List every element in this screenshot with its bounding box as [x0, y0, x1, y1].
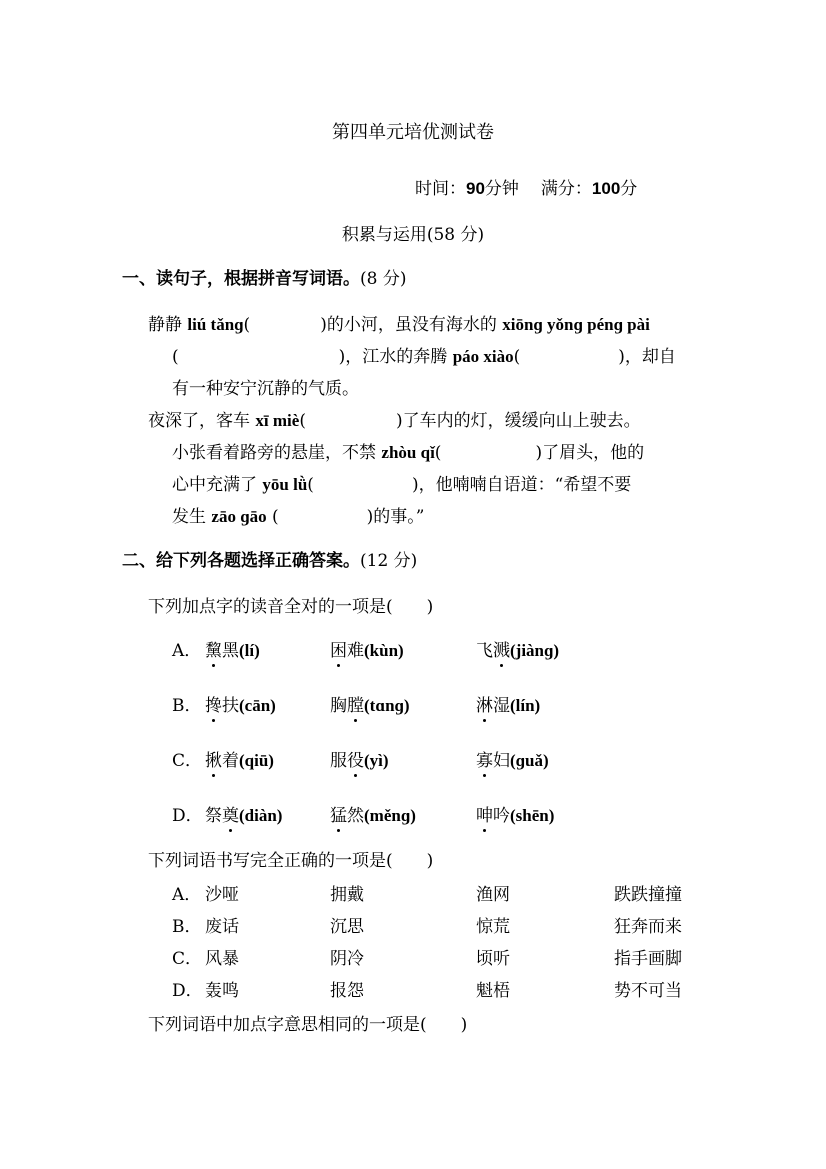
- option-label: C．: [172, 751, 203, 771]
- text-run: )的小河，虽没有海水的: [320, 315, 503, 335]
- pinyin: (ɡuǎ): [510, 751, 549, 770]
- dotted-char: 呻: [476, 801, 493, 826]
- dotted-char: 溅: [493, 636, 510, 661]
- option-word: 阴冷: [330, 949, 364, 969]
- pinyin: (měnɡ): [364, 806, 416, 825]
- char: 黑: [222, 641, 239, 661]
- score-value: 100: [591, 179, 621, 198]
- q2-s1-stem: 下列加点字的读音全对的一项是( ): [148, 597, 434, 617]
- pinyin: (cān): [239, 696, 276, 715]
- text-run: (: [243, 315, 251, 335]
- option-word: 沙哑: [205, 885, 239, 905]
- dotted-char: 猛: [330, 801, 347, 826]
- text-run: (: [513, 347, 521, 367]
- text-run: (: [299, 411, 306, 431]
- option-label: B．: [172, 917, 202, 937]
- q2-s2-stem: 下列词语书写完全正确的一项是( ): [148, 851, 434, 871]
- pinyin: (shēn): [510, 806, 555, 825]
- time-value: 90: [466, 179, 485, 198]
- q1-p2-line1: [148, 406, 641, 431]
- q1-p2-line4: [172, 502, 424, 527]
- text-run: 静静: [148, 315, 188, 335]
- option-item: [330, 691, 410, 716]
- char: 飞: [476, 641, 493, 661]
- option-word: 报怨: [330, 981, 364, 1001]
- char: 湿: [493, 696, 510, 716]
- char: 祭: [205, 806, 222, 826]
- option-item: [330, 801, 416, 826]
- option-word: 顷听: [476, 949, 510, 969]
- option-label: D．: [172, 981, 203, 1001]
- option-word: 惊荒: [476, 917, 510, 937]
- time-label: 时间：: [415, 179, 466, 199]
- option-word: 跌跌撞撞: [614, 885, 682, 905]
- option-label: D．: [172, 806, 203, 826]
- text-run: 心中充满了: [172, 475, 263, 495]
- option-label: A．: [172, 885, 202, 905]
- text-run: )，他喃喃自语道：“希望不要: [411, 475, 632, 495]
- option-item: [205, 691, 276, 716]
- option-word: 沉思: [330, 917, 364, 937]
- option-label: C．: [172, 949, 203, 969]
- option-item: [476, 691, 540, 716]
- option-item: [330, 746, 389, 771]
- q1-p2-line3: [172, 470, 631, 495]
- text-run: )，却自: [618, 347, 676, 367]
- char: 吟: [493, 806, 510, 826]
- q1-p1-line2: [172, 342, 676, 367]
- pinyin: (kùn): [364, 641, 404, 660]
- option-label: B．: [172, 696, 202, 716]
- pinyin: zāo ɡāo: [211, 507, 267, 526]
- dotted-char: 役: [347, 746, 364, 771]
- dotted-char: 困: [330, 636, 347, 661]
- text-run: )了车内的灯，缓缓向山上驶去。: [395, 411, 641, 431]
- dotted-char: 寡: [476, 746, 493, 771]
- q1-p2-line2: [172, 438, 644, 463]
- q1-p1-line1: [148, 310, 650, 335]
- option-item: [205, 746, 274, 771]
- q2-points: (12 分): [360, 551, 418, 571]
- option-word: 废话: [205, 917, 239, 937]
- text-run: (: [172, 347, 179, 367]
- option-item: [205, 636, 260, 661]
- time-score-info: [415, 174, 637, 199]
- char: 胸: [330, 696, 347, 716]
- char: 妇: [493, 751, 510, 771]
- option-word: 指手画脚: [614, 949, 682, 969]
- q2-heading-text: 二、给下列各题选择正确答案。: [122, 551, 360, 571]
- text-run: )了眉头，他的: [535, 443, 645, 463]
- pinyin: liú tǎnɡ: [187, 315, 244, 334]
- q2-heading: [122, 546, 417, 571]
- time-unit: 分钟: [484, 179, 519, 199]
- text-run: (: [307, 475, 314, 495]
- pinyin: xī miè: [255, 411, 300, 430]
- text-run: 小张看着路旁的悬崖，不禁: [172, 443, 382, 463]
- option-item: [476, 636, 559, 661]
- pinyin: (yì): [364, 751, 389, 770]
- text-run: (: [266, 507, 279, 527]
- dotted-char: 搀: [205, 691, 222, 716]
- pinyin: páo xiào: [452, 347, 514, 366]
- char: 难: [347, 641, 364, 661]
- char: 着: [222, 751, 239, 771]
- text-run: )的事。”: [366, 507, 425, 527]
- text-run: 发生: [172, 507, 212, 527]
- dotted-char: 膛: [347, 691, 364, 716]
- q1-heading: [122, 264, 406, 289]
- score-label: 满分：: [540, 179, 592, 199]
- char: 扶: [222, 696, 239, 716]
- q1-heading-text: 一、读句子，根据拼音写词语。: [122, 269, 360, 289]
- pinyin: (jiànɡ): [510, 641, 560, 660]
- option-word: 狂奔而来: [614, 917, 682, 937]
- dotted-char: 黧: [205, 636, 222, 661]
- dotted-char: 揪: [205, 746, 222, 771]
- q1-points: (8 分): [360, 269, 407, 289]
- dotted-char: 奠: [222, 801, 239, 826]
- option-word: 轰鸣: [205, 981, 239, 1001]
- pinyin: xiōnɡ yǒnɡ pénɡ pài: [502, 315, 650, 334]
- pinyin: zhòu qǐ: [381, 443, 435, 462]
- text-run: 夜深了，客车: [148, 411, 256, 431]
- dotted-char: 淋: [476, 691, 493, 716]
- pinyin: (tɑnɡ): [364, 696, 410, 715]
- score-unit: 分: [620, 179, 638, 199]
- pinyin: yōu lǜ: [262, 475, 308, 494]
- option-word: 风暴: [205, 949, 239, 969]
- char: 然: [347, 806, 364, 826]
- text-run: )，江水的奔腾: [338, 347, 453, 367]
- section-title: 积累与运用(58 分): [341, 225, 485, 245]
- page-title: 第四单元培优测试卷: [332, 122, 494, 143]
- option-word: 拥戴: [330, 885, 364, 905]
- pinyin: (lí): [239, 641, 260, 660]
- pinyin: (lín): [510, 696, 541, 715]
- q2-s3-stem: 下列词语中加点字意思相同的一项是( ): [148, 1015, 468, 1035]
- option-item: [476, 746, 549, 771]
- option-item: [330, 636, 404, 661]
- option-word: 势不可当: [614, 981, 682, 1001]
- char: 服: [330, 751, 347, 771]
- option-item: [205, 801, 282, 826]
- q1-p1-line3: 有一种安宁沉静的气质。: [172, 379, 359, 399]
- pinyin: (diàn): [239, 806, 283, 825]
- option-label: A．: [172, 641, 202, 661]
- pinyin: (qiū): [239, 751, 274, 770]
- text-run: (: [434, 443, 442, 463]
- option-word: 魁梧: [476, 981, 510, 1001]
- option-item: [476, 801, 554, 826]
- option-word: 渔网: [476, 885, 510, 905]
